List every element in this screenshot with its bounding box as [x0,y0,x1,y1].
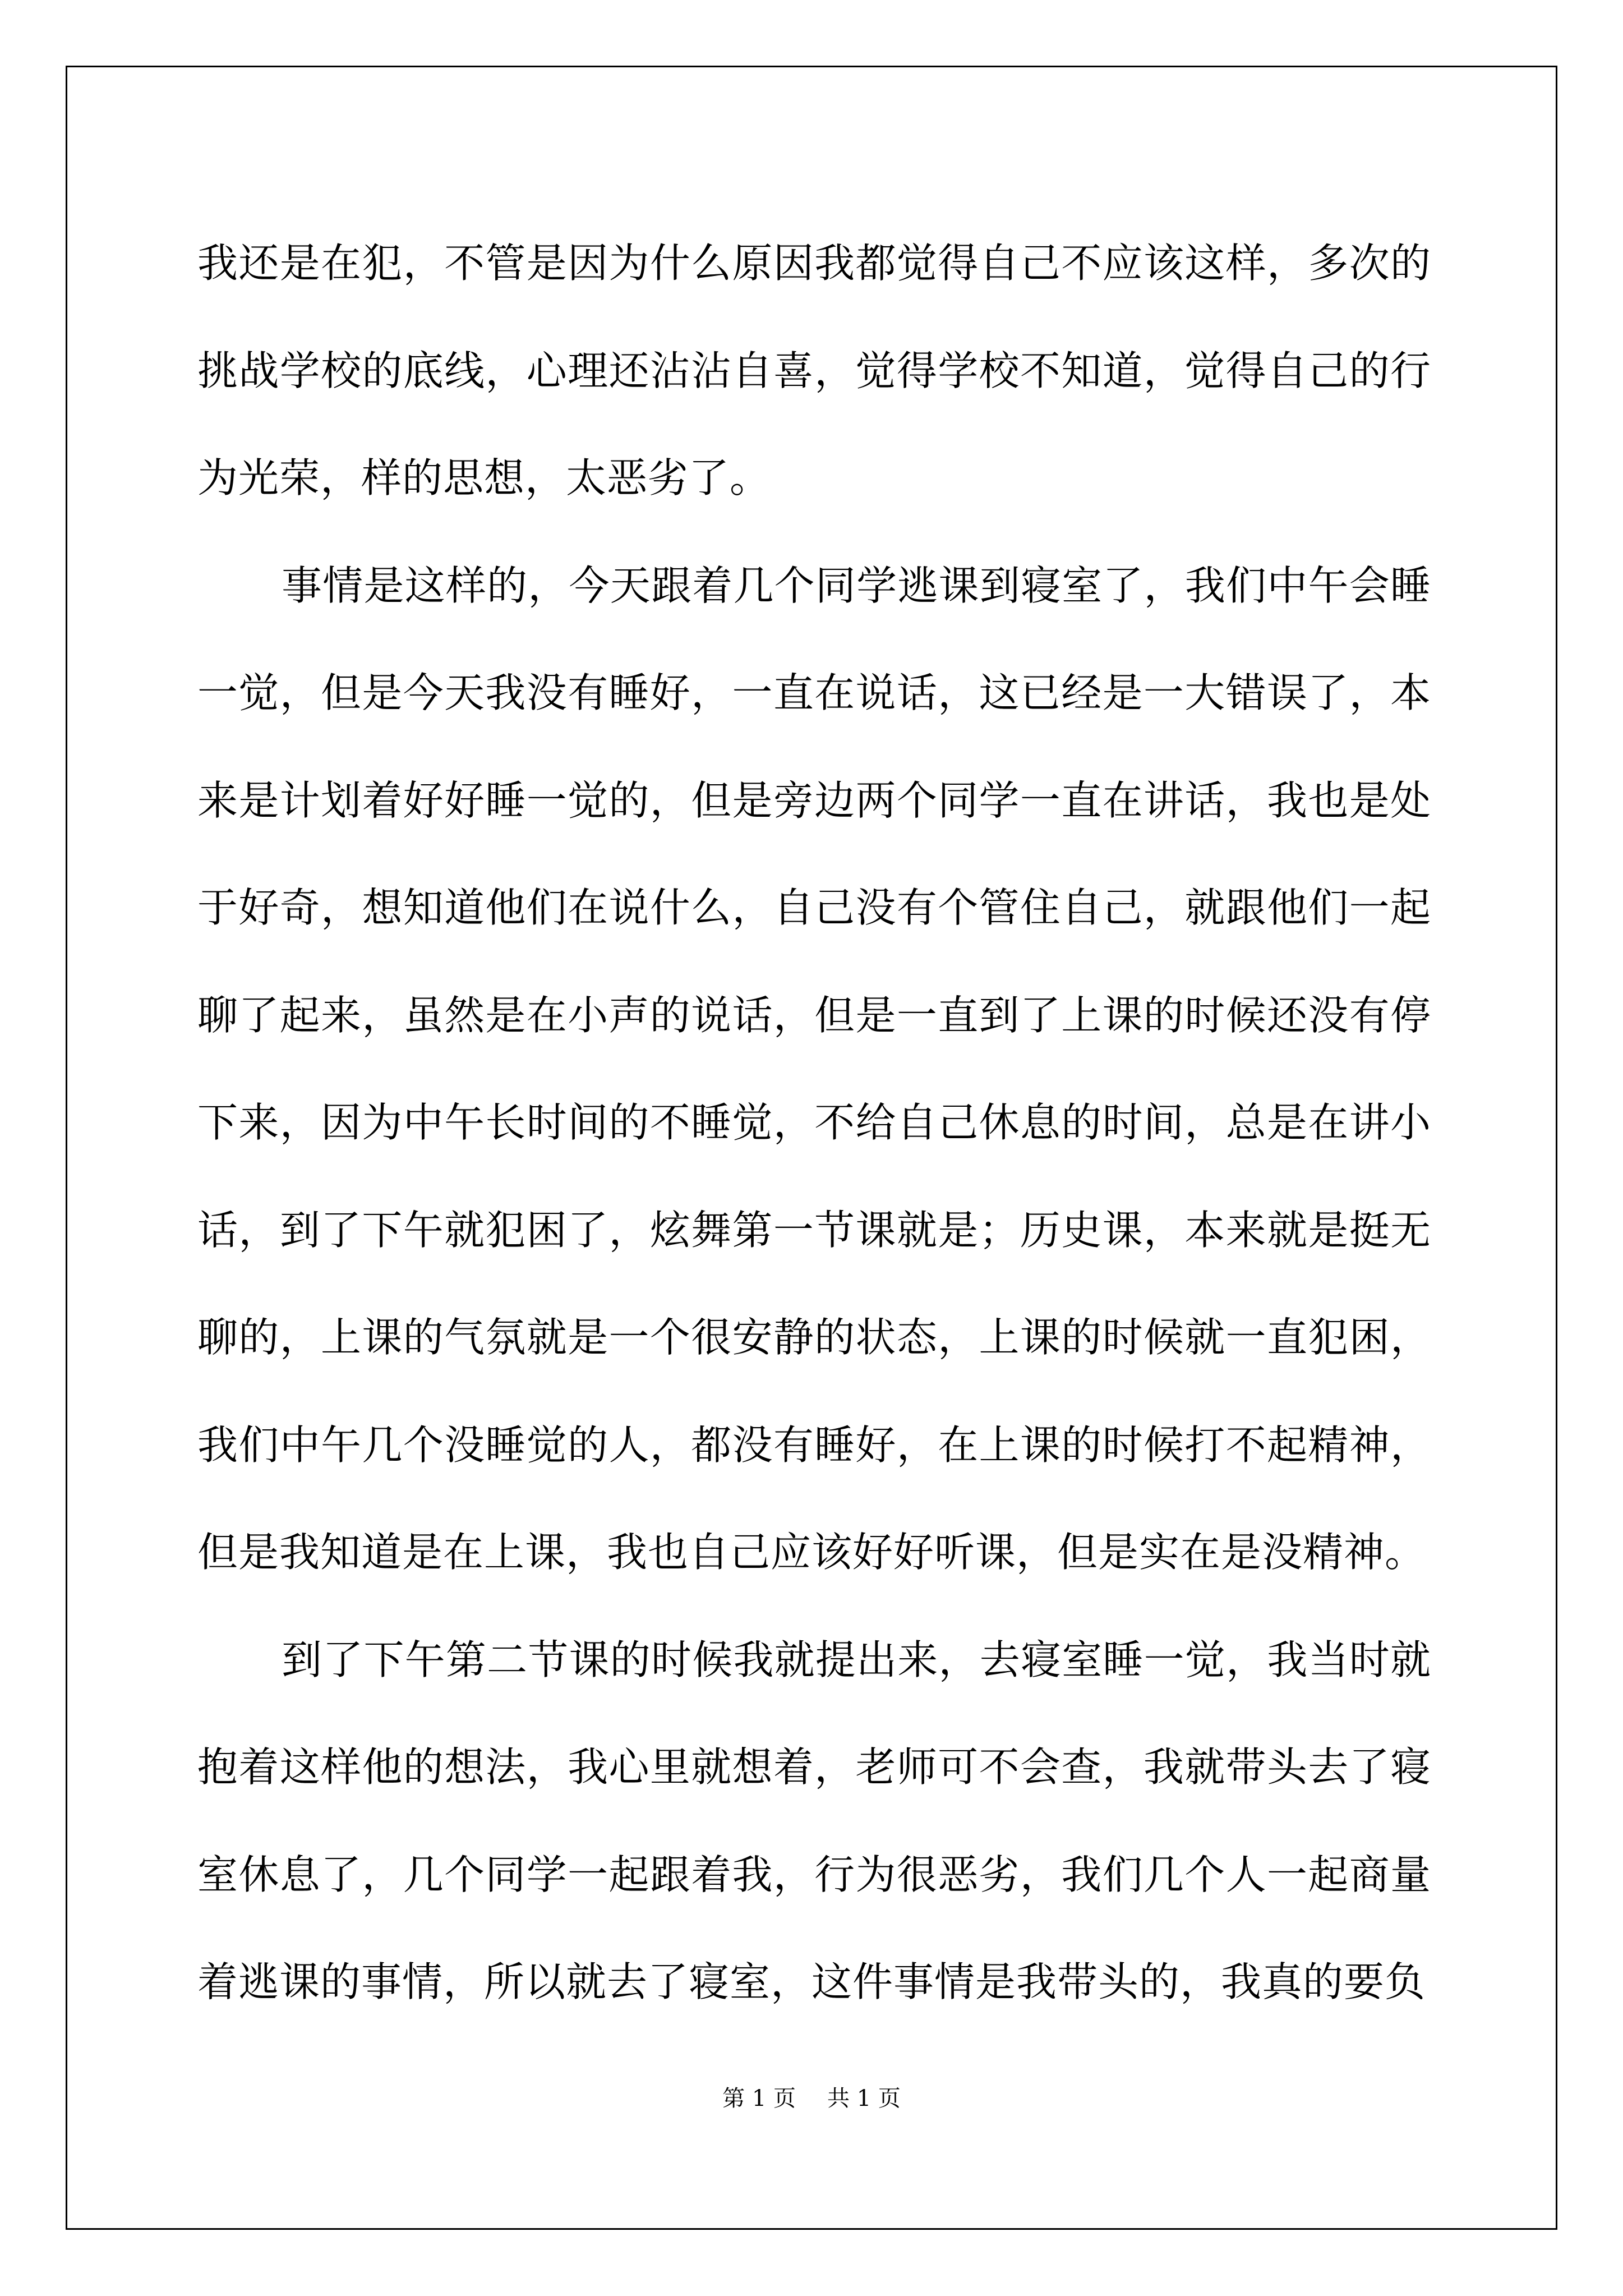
document-body [197,210,1431,2036]
page-total: 共 1 页 [827,2086,901,2111]
paragraph: 事情是这样的，今天跟着几个同学逃课到寝室了，我们中午会睡一觉，但是今天我没有睡好，一直在说话，这已经是一大错误了，本来是计划着好好睡一觉的，但是旁边两个同学一直在讲话，我也是处于好奇，想知道他们在说什么，自己没有个管住自己，就跟他们一起聊了起来，虽然是在小声的说话，但是一直到了上课的时候还没有停下来，因为中午长时间的不睡觉，不给自己休息的时间，总是在讲小话，到了下午就犯困了，炫舞第一节课就是；历史课，本来就是挺无聊的，上课的气氛就是一个很安静的状态，上课的时候就一直犯困，我们中午几个没睡觉的人，都没有睡好，在上课的时候打不起精神，但是我知道是在上课，我也自己应该好好听课，但是实在是没精神。 [197,562,1431,1576]
paragraph: 到了下午第二节课的时候我就提出来，去寝室睡一觉，我当时就抱着这样他的想法，我心里就想着，老师可不会查，我就带头去了寝室休息了，几个同学一起跟着我，行为很恶劣，我们几个人一起商量着逃课的事情，所以就去了寝室，这件事情是我带头的，我真的要负 [197,1636,1431,2005]
page-footer [0,2085,1623,2113]
paragraph-continued: 我还是在犯，不管是因为什么原因我都觉得自己不应该这样，多次的挑战学校的底线，心理还沾沾自喜，觉得学校不知道，觉得自己的行为光荣，样的思想，太恶劣了。 [197,240,1431,501]
page-number: 第 1 页 [722,2086,796,2111]
